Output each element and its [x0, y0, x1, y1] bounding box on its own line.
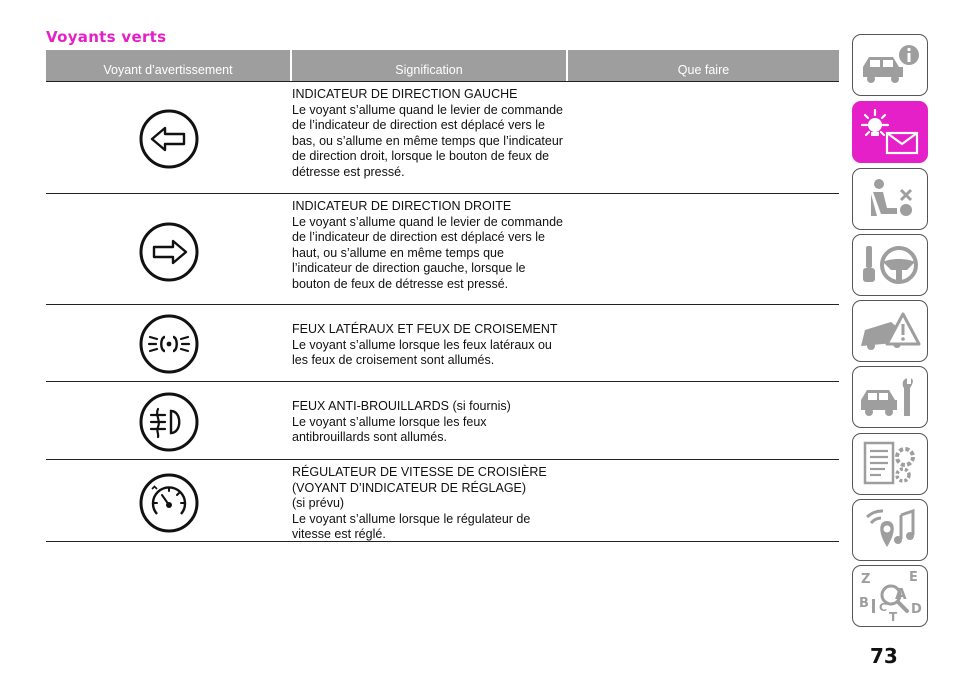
warning-light-cell: [46, 194, 292, 304]
header-warning-light: Voyant d’avertissement: [46, 50, 290, 81]
tab-safety[interactable]: [852, 168, 928, 230]
table-body: [46, 81, 839, 542]
table-row: [46, 382, 839, 460]
action-cell: [566, 305, 838, 381]
car-maintenance-icon: [857, 372, 923, 422]
tab-emergency[interactable]: [852, 300, 928, 362]
header-meaning: Signification: [292, 50, 566, 81]
indicator-note: (si prévu): [292, 496, 345, 510]
indicator-description: Le voyant s’allume quand le levier de commande de l’indicateur de direction est déplacé vers le haut, ou s’allume en même temps que l’indicateur de direction gauche, lorsque le bouton de feux de détresse est pressé.: [292, 214, 563, 291]
tab-maintenance[interactable]: [852, 366, 928, 428]
page-number: 73: [870, 644, 898, 668]
indicator-description: Le voyant s’allume quand le levier de commande de l’indicateur de direction est déplacé vers le bas, ou s’allume en même temps que l’indicateur de direction droit, lorsque le bouton de feux de détresse est pressé.: [292, 102, 563, 179]
index-letter: T: [889, 610, 898, 623]
action-cell: [566, 194, 838, 304]
indicator-title: FEUX LATÉRAUX ET FEUX DE CROISEMENT: [292, 322, 558, 336]
index-letter: C: [879, 601, 888, 614]
table-row: [46, 82, 839, 194]
indicator-title: INDICATEUR DE DIRECTION GAUCHE: [292, 87, 518, 101]
index-az-icon: [855, 569, 925, 623]
indicator-title: INDICATEUR DE DIRECTION DROITE: [292, 199, 512, 213]
header-action: Que faire: [568, 50, 839, 81]
front-fog-light-icon: [138, 391, 200, 453]
action-cell: [566, 460, 838, 541]
table-row: [46, 305, 839, 382]
meaning-cell: [292, 305, 566, 381]
indicator-description: Le voyant s’allume lorsque le régulateur de vitesse est réglé.: [292, 511, 531, 541]
index-letter: Z: [861, 572, 871, 587]
warning-light-cell: [46, 460, 292, 541]
tab-car-info[interactable]: [852, 34, 928, 96]
meaning-cell: [292, 194, 566, 304]
meaning-cell: [292, 460, 566, 541]
warning-light-cell: [46, 382, 292, 459]
dipped-beam-side-lights-icon: [138, 313, 200, 375]
cruise-control-icon: [138, 472, 200, 534]
action-cell: [566, 382, 838, 459]
tab-multimedia[interactable]: [852, 499, 928, 561]
section-title: Voyants verts: [46, 28, 167, 46]
tab-starting-driving[interactable]: [852, 234, 928, 296]
car-info-icon: [857, 41, 923, 89]
right-turn-arrow-icon: [138, 221, 200, 283]
table-header: [46, 50, 839, 81]
indicator-description: Le voyant s’allume lorsque les feux antibrouillards sont allumés.: [292, 414, 487, 444]
indicator-title: FEUX ANTI-BROUILLARDS (si fournis): [292, 399, 511, 413]
table-row: [46, 194, 839, 305]
car-emergency-icon: [857, 306, 923, 356]
multimedia-icon: [857, 505, 923, 555]
seat-airbag-icon: [857, 174, 923, 224]
warning-light-cell: [46, 305, 292, 381]
table-row: [46, 460, 839, 542]
index-letter: A: [895, 585, 907, 603]
index-letter: B: [859, 596, 869, 611]
technical-data-icon: [857, 439, 923, 489]
left-turn-arrow-icon: [138, 108, 200, 170]
meaning-cell: [292, 382, 566, 459]
warning-lights-message-icon: [857, 107, 923, 157]
tab-warning-lights[interactable]: [852, 101, 928, 163]
indicator-description: Le voyant s’allume lorsque les feux latéraux ou les feux de croisement sont allumés.: [292, 337, 552, 367]
action-cell: [566, 82, 838, 193]
warning-lights-table: [46, 50, 839, 542]
index-letter: E: [909, 570, 918, 585]
indicator-title: RÉGULATEUR DE VITESSE DE CROISIÈRE (VOYANT D’INDICATEUR DE RÉGLAGE): [292, 465, 547, 495]
tab-index[interactable]: [852, 565, 928, 627]
meaning-cell: [292, 82, 566, 193]
tab-technical-data[interactable]: [852, 433, 928, 495]
warning-light-cell: [46, 82, 292, 193]
index-letter: D: [911, 602, 922, 617]
key-steering-wheel-icon: [857, 240, 923, 290]
